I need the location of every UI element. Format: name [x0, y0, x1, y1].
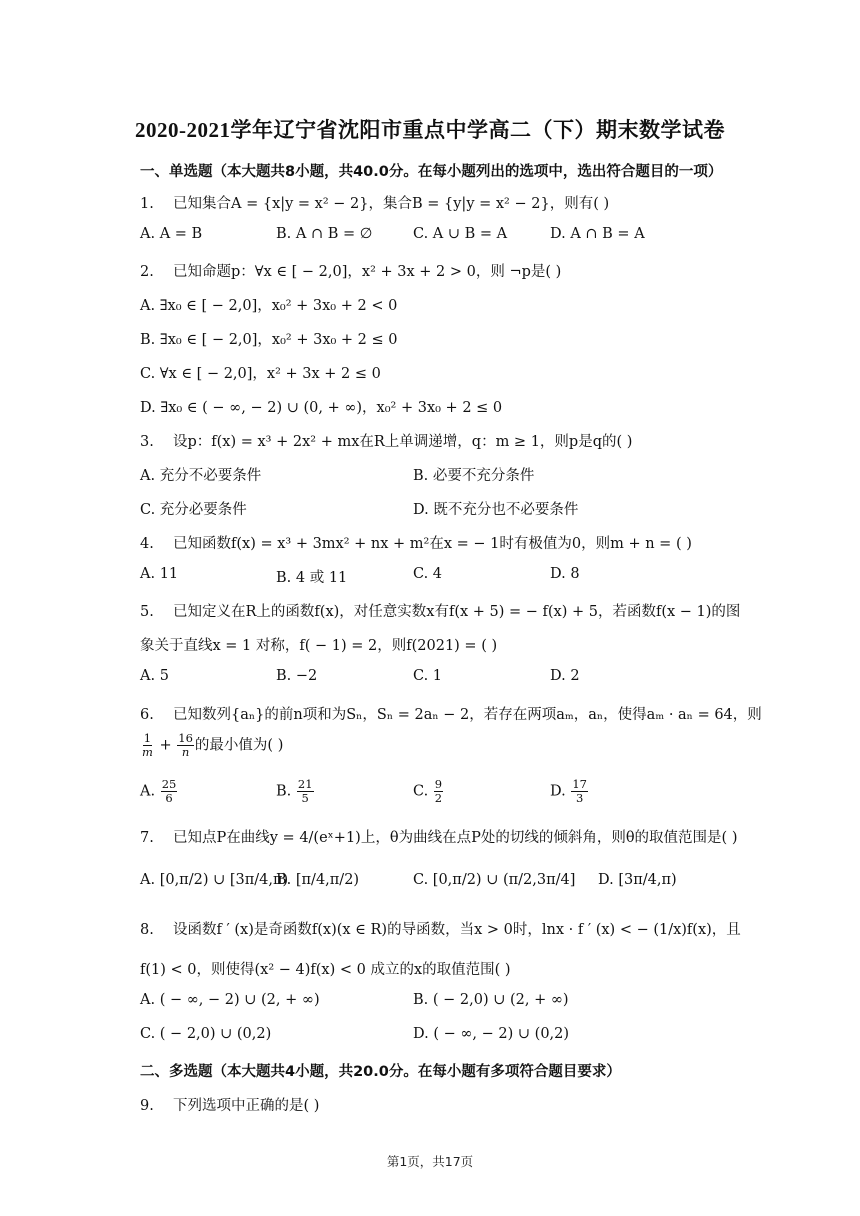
question-text-continued: 象关于直线x = 1 对称，f( − 1) = 2，则f(2021) = ( ) — [140, 638, 498, 654]
question-3 — [140, 430, 632, 451]
question-number: 3. — [140, 434, 154, 450]
question-1 — [140, 192, 609, 213]
section-heading-multiple-choice: 二、多选题（本大题共4小题，共20.0分。在每小题有多项符合题目要求） — [140, 1064, 621, 1080]
option-b: B. 4 或 11 — [276, 570, 348, 586]
fraction-1-over-m: $\frac{1}{m}$ — [142, 731, 153, 759]
option-d: D. 8 — [550, 566, 580, 582]
option-b: B. 必要不充分条件 — [413, 468, 535, 484]
section-heading-single-choice: 一、单选题（本大题共8小题，共40.0分。在每小题列出的选项中，选出符合题目的一项） — [140, 164, 723, 180]
question-text-continued: f(1) < 0，则使得(x² − 4)f(x) < 0 成立的x的取值范围( ) — [140, 962, 511, 978]
option-a: A. 11 — [140, 566, 179, 582]
option-c: C. ∀x ∈ [ − 2,0]，x² + 3x + 2 ≤ 0 — [140, 366, 381, 382]
option-c: C. A ∪ B = A — [413, 226, 508, 242]
option-b: B. A ∩ B = ∅ — [276, 226, 373, 242]
question-text: 已知数列{aₙ}的前n项和为Sₙ，Sₙ = 2aₙ − 2，若存在两项aₘ，aₙ，使得aₘ · aₙ = 64，则 — [173, 707, 762, 723]
option-d: D. 2 — [550, 668, 580, 684]
question-number: 2. — [140, 264, 154, 280]
option-c: C. ( − 2,0) ∪ (0,2) — [140, 1026, 272, 1042]
question-text: 已知函数f(x) = x³ + 3mx² + nx + m²在x = − 1时有极值为0，则m + n = ( ) — [173, 536, 692, 552]
question-text: 已知命题p：∀x ∈ [ − 2,0]，x² + 3x + 2 > 0，则 ¬p是( ) — [173, 264, 562, 280]
question-number: 4. — [140, 536, 154, 552]
option-d: D. A ∩ B = A — [550, 226, 645, 242]
question-text: 已知集合A = {x|y = x² − 2}，集合B = {y|y = x² − 2}，则有( ) — [173, 196, 610, 212]
option-d: D. [3π/4,π) — [598, 872, 677, 888]
option-a: A. ∃x₀ ∈ [ − 2,0]，x₀² + 3x₀ + 2 < 0 — [140, 298, 398, 314]
question-5 — [140, 600, 740, 621]
option-c: C. $\frac{9}{2}$ — [413, 777, 443, 805]
option-a: A. ( − ∞, − 2) ∪ (2, + ∞) — [140, 992, 320, 1008]
question-number: 6. — [140, 707, 154, 723]
question-8 — [140, 918, 741, 939]
question-text: 设p：f(x) = x³ + 2x² + mx在R上单调递增，q：m ≥ 1，则p是q的( ) — [173, 434, 633, 450]
page-title: 2020-2021学年辽宁省沈阳市重点中学高二（下）期末数学试卷 — [135, 118, 725, 142]
option-b: B. $\frac{21}{5}$ — [276, 777, 313, 805]
question-text: 已知定义在R上的函数f(x)，对任意实数x有f(x + 5) = − f(x) + 5，若函数f(x − 1)的图 — [173, 604, 741, 620]
option-d: D. 既不充分也不必要条件 — [413, 502, 579, 518]
option-c: C. 充分必要条件 — [140, 502, 247, 518]
question-number: 5. — [140, 604, 154, 620]
question-text: 下列选项中正确的是( ) — [173, 1098, 320, 1114]
option-b: B. ( − 2,0) ∪ (2, + ∞) — [413, 992, 569, 1008]
option-c: C. 4 — [413, 566, 443, 582]
option-c: C. [0,π/2) ∪ (π/2,3π/4] — [413, 872, 576, 888]
question-number: 1. — [140, 196, 154, 212]
option-b: B. [π/4,π/2) — [276, 872, 360, 888]
option-c: C. 1 — [413, 668, 443, 684]
question-6 — [140, 703, 762, 724]
option-a: A. 充分不必要条件 — [140, 468, 262, 484]
question-number: 9. — [140, 1098, 154, 1114]
option-a: A. $\frac{25}{6}$ — [140, 777, 177, 805]
option-a: A. [0,π/2) ∪ [3π/4,π) — [140, 872, 289, 888]
question-number: 8. — [140, 922, 154, 938]
question-number: 7. — [140, 830, 154, 846]
question-text: 设函数f ′ (x)是奇函数f(x)(x ∈ R)的导函数，当x > 0时，lnx · f ′ (x) < − (1/x)f(x)，且 — [173, 922, 741, 938]
fraction-16-over-n: $\frac{16}{n}$ — [178, 731, 193, 759]
option-d: D. ( − ∞, − 2) ∪ (0,2) — [413, 1026, 570, 1042]
option-b: B. ∃x₀ ∈ [ − 2,0]，x₀² + 3x₀ + 2 ≤ 0 — [140, 332, 398, 348]
option-a: A. A = B — [140, 226, 203, 242]
question-text-continued: $\frac{1}{m}$ + $\frac{16}{n}$ 的最小值为( ) — [142, 731, 284, 759]
question-4 — [140, 532, 692, 553]
option-d: D. ∃x₀ ∈ ( − ∞, − 2) ∪ (0, + ∞)，x₀² + 3x₀ + 2 ≤ 0 — [140, 400, 503, 416]
option-d: D. $\frac{17}{3}$ — [550, 777, 587, 805]
option-b: B. −2 — [276, 668, 318, 684]
question-7 — [140, 826, 737, 847]
question-2 — [140, 260, 561, 281]
option-a: A. 5 — [140, 668, 169, 684]
question-9 — [140, 1094, 319, 1115]
question-text: 已知点P在曲线y = 4/(eˣ+1)上，θ为曲线在点P处的切线的倾斜角，则θ的取值范围是( ) — [173, 830, 738, 846]
page-footer: 第1页，共17页 — [386, 1154, 474, 1169]
